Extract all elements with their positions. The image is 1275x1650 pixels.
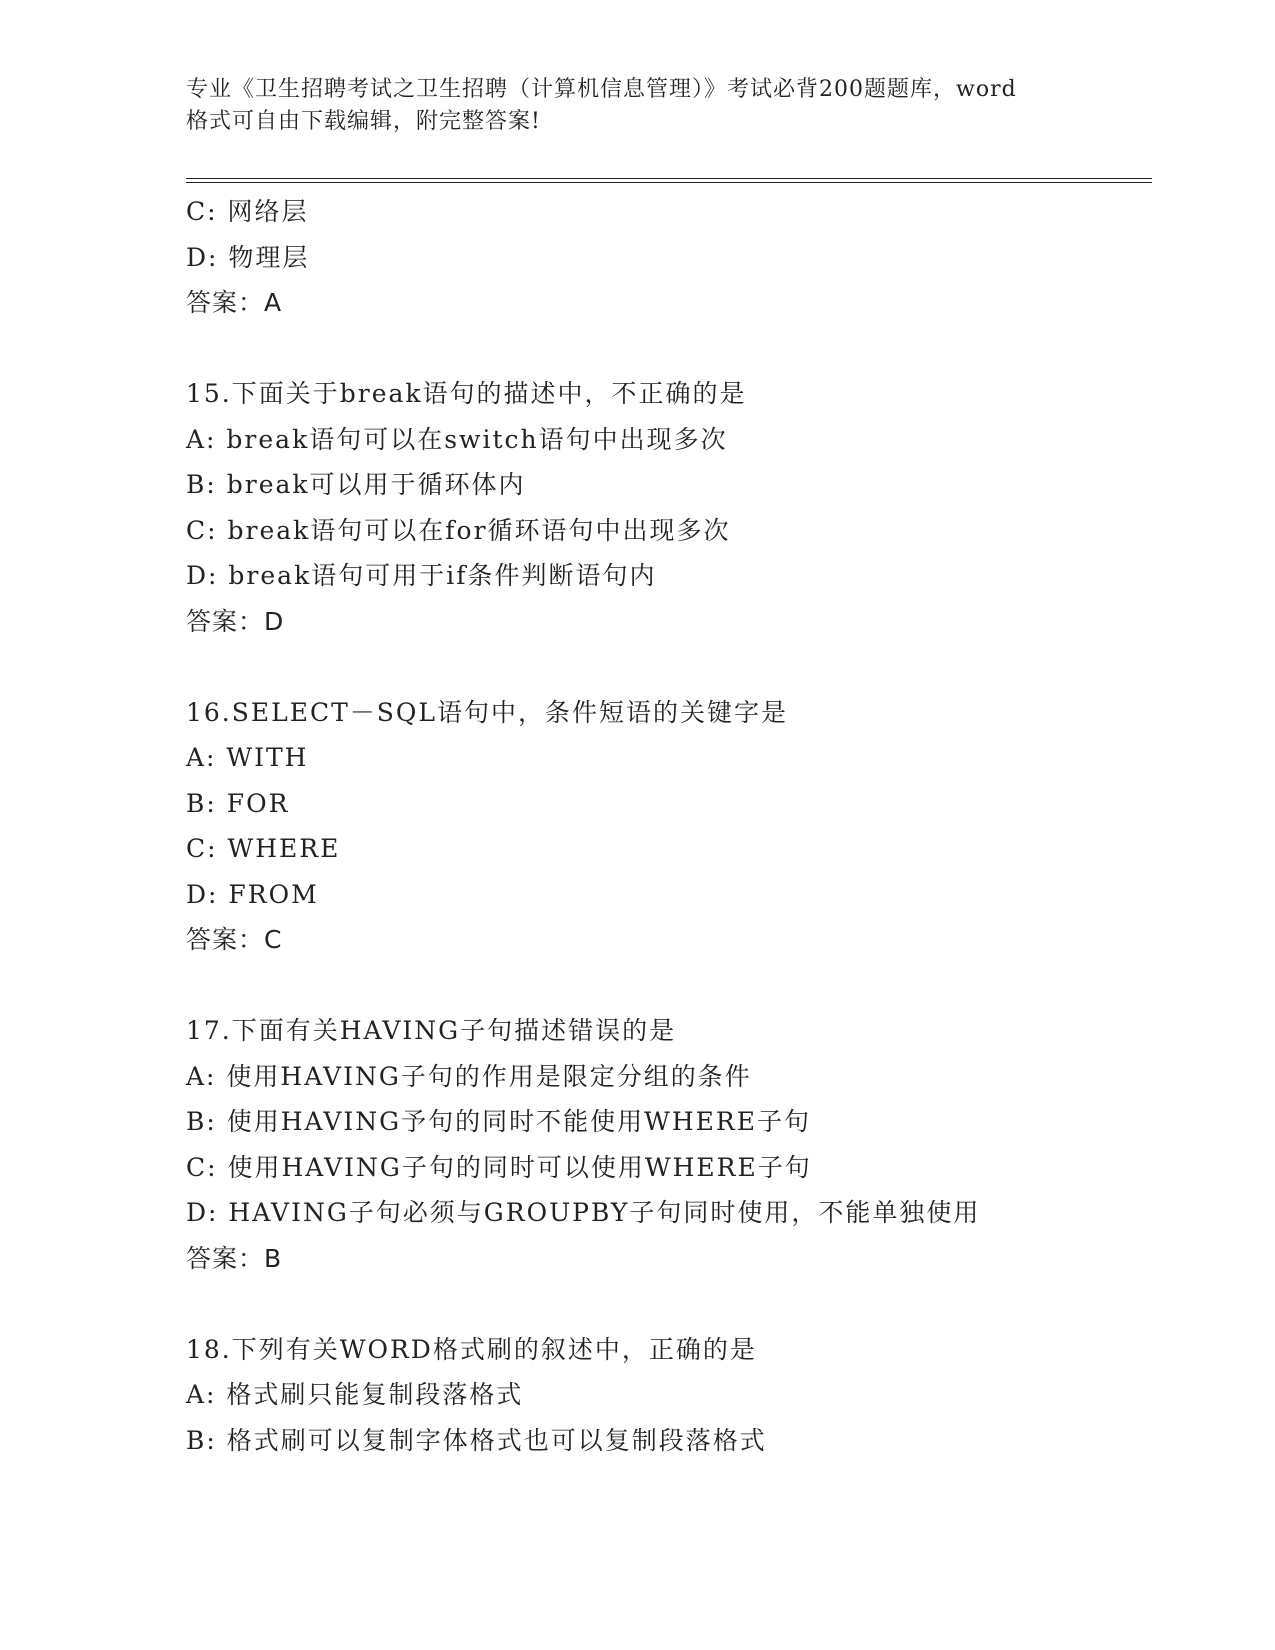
spacer	[186, 1281, 1146, 1327]
option-a: A: 使用HAVING子句的作用是限定分组的条件	[186, 1061, 752, 1091]
option-d: D: FROM	[186, 879, 319, 909]
answer-line: 答案：A	[186, 288, 283, 317]
header-divider-top	[186, 178, 1152, 179]
answer-line: 答案：C	[186, 925, 283, 954]
spacer	[186, 644, 1146, 690]
option-c: C: 使用HAVING子句的同时可以使用WHERE子句	[186, 1152, 812, 1182]
option-b: B: 使用HAVING予句的同时不能使用WHERE子句	[186, 1107, 811, 1136]
question-block-18	[186, 1327, 1146, 1464]
option-a: A: 格式刷只能复制段落格式	[186, 1380, 524, 1409]
spacer	[186, 326, 1146, 372]
header-divider-bottom	[186, 182, 1152, 183]
question-list	[186, 189, 1146, 1463]
option-b: B: break可以用于循环体内	[186, 470, 526, 499]
question-text: 15.下面关于break语句的描述中，不正确的是	[186, 379, 747, 408]
header-line-2: 格式可自由下载编辑，附完整答案!	[186, 109, 541, 134]
option-c: C: 网络层	[186, 197, 309, 226]
question-text: 16.SELECT－SQL语句中，条件短语的关键字是	[186, 697, 789, 727]
header-line-1: 专业《卫生招聘考试之卫生招聘（计算机信息管理）》考试必背200题题库，word	[186, 77, 1017, 102]
question-block-15	[186, 371, 1146, 644]
answer-line: 答案：B	[186, 1243, 283, 1273]
option-c: C: break语句可以在for循环语句中出现多次	[186, 515, 731, 545]
question-block-16	[186, 690, 1146, 963]
option-b: B: FOR	[186, 788, 290, 818]
option-d: D: HAVING子句必须与GROUPBY子句同时使用，不能单独使用	[186, 1198, 981, 1227]
answer-line: 答案：D	[186, 606, 285, 636]
option-d: D: 物理层	[186, 242, 310, 272]
option-a: A: break语句可以在switch语句中出现多次	[186, 424, 728, 454]
spacer	[186, 963, 1146, 1009]
option-b: B: 格式刷可以复制字体格式也可以复制段落格式	[186, 1425, 767, 1455]
question-text: 17.下面有关HAVING子句描述错误的是	[186, 1016, 677, 1045]
question-block-14-continued	[186, 189, 1146, 326]
option-d: D: break语句可用于if条件判断语句内	[186, 561, 657, 590]
option-a: A: WITH	[186, 743, 309, 772]
question-block-17	[186, 1008, 1146, 1281]
question-text: 18.下列有关WORD格式刷的叙述中，正确的是	[186, 1334, 757, 1364]
document-header	[186, 74, 1086, 138]
option-c: C: WHERE	[186, 834, 341, 863]
